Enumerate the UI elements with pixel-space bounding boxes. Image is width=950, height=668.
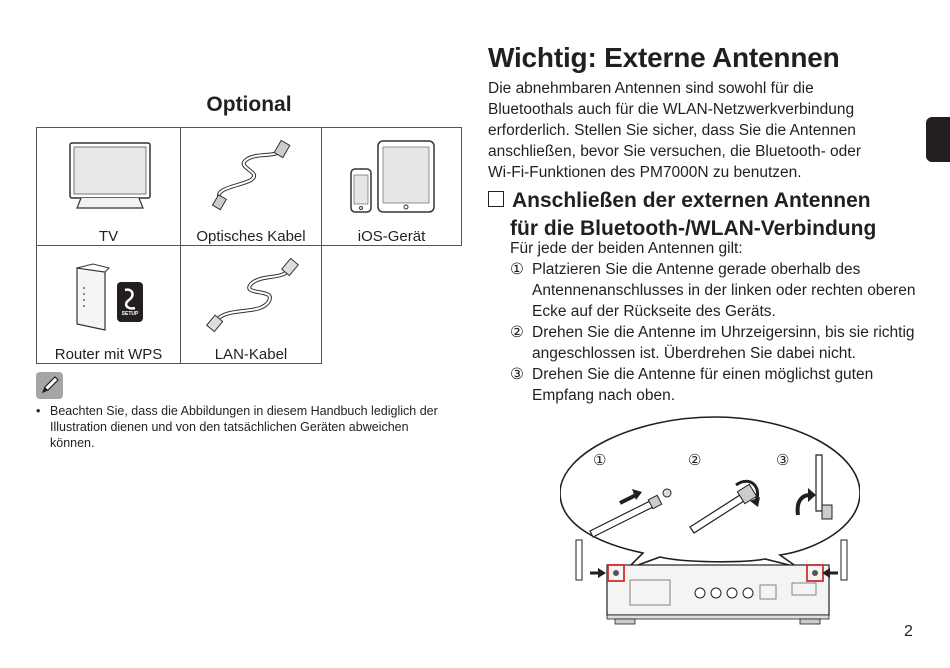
steps-list (510, 238, 930, 406)
optional-items-grid (36, 127, 462, 364)
section-heading-line1: Anschließen der externen Antennen (512, 189, 871, 212)
antenna-diagram (560, 415, 860, 630)
diagram-label-3: ③ (776, 452, 790, 469)
page-title: Wichtig: Externe Antennen (488, 42, 840, 73)
step-item (510, 322, 930, 364)
step-number: ① (510, 261, 524, 278)
router-icon (37, 246, 182, 346)
svg-text:SETUP: SETUP (121, 311, 139, 317)
step-number: ② (510, 324, 524, 341)
optional-heading: Optional (206, 93, 292, 116)
section-heading (488, 187, 928, 243)
right-antenna-icon (841, 540, 847, 580)
step-item (510, 259, 930, 322)
step-number: ③ (510, 366, 524, 383)
tv-icon (37, 128, 182, 228)
page-number: 2 (904, 623, 913, 640)
grid-cell-ios-device (321, 127, 462, 246)
left-antenna-icon (576, 540, 582, 580)
item-label: LAN-Kabel (214, 346, 288, 363)
section-tab (926, 117, 950, 162)
step-item (510, 364, 930, 406)
pencil-note-icon (36, 372, 63, 399)
item-label: Router mit WPS (54, 346, 163, 363)
item-label: TV (98, 228, 119, 245)
arrow-left-icon (590, 568, 606, 578)
item-label: iOS-Gerät (357, 228, 426, 245)
grid-cell-router (36, 245, 181, 364)
step-text: Platzieren Sie die Antenne gerade oberhalb des Antennenanschlusses in der linken oder rechten oberen Ecke auf der Rückseite des Geräts. (532, 261, 916, 320)
note-text: Beachten Sie, dass die Abbildungen in diesem Handbuch lediglich der Illustration dienen und von den tatsächlichen Geräten abweichen können. (50, 404, 438, 450)
note-text-block (36, 403, 446, 451)
intro-paragraph: Die abnehmbaren Antennen sind sowohl für die Bluetoothals auch für die WLAN-Netzwerkverbindung erforderlich. Stellen Sie sicher, dass Sie die Antennen anschließen, bevor Sie versuchen, die Bluetooth- oder Wi-Fi-Funktionen des PM7000N zu benutzen. (488, 80, 862, 181)
checkbox-square-icon (488, 191, 504, 207)
diagram-label-2: ② (688, 452, 702, 469)
grid-cell-tv (36, 127, 181, 246)
diagram-label-1: ① (593, 452, 607, 469)
steps-intro: Für jede der beiden Antennen gilt: (510, 240, 743, 257)
grid-cell-lan-cable (180, 245, 322, 364)
receiver-rear-panel (607, 565, 829, 624)
item-label: Optisches Kabel (196, 228, 306, 245)
section-heading-line2: für die Bluetooth-/WLAN-Verbindung (510, 217, 877, 240)
lan-cable-icon (181, 246, 323, 346)
ios-device-icon (322, 128, 463, 228)
grid-cell-optical-cable (180, 127, 322, 246)
bullet: • (36, 404, 41, 418)
optical-cable-icon (181, 128, 323, 228)
step-text: Drehen Sie die Antenne im Uhrzeigersinn, bis sie richtig angeschlossen ist. Überdrehen Sie dabei nicht. (532, 324, 915, 362)
step-text: Drehen Sie die Antenne für einen möglichst guten Empfang nach oben. (532, 366, 874, 404)
